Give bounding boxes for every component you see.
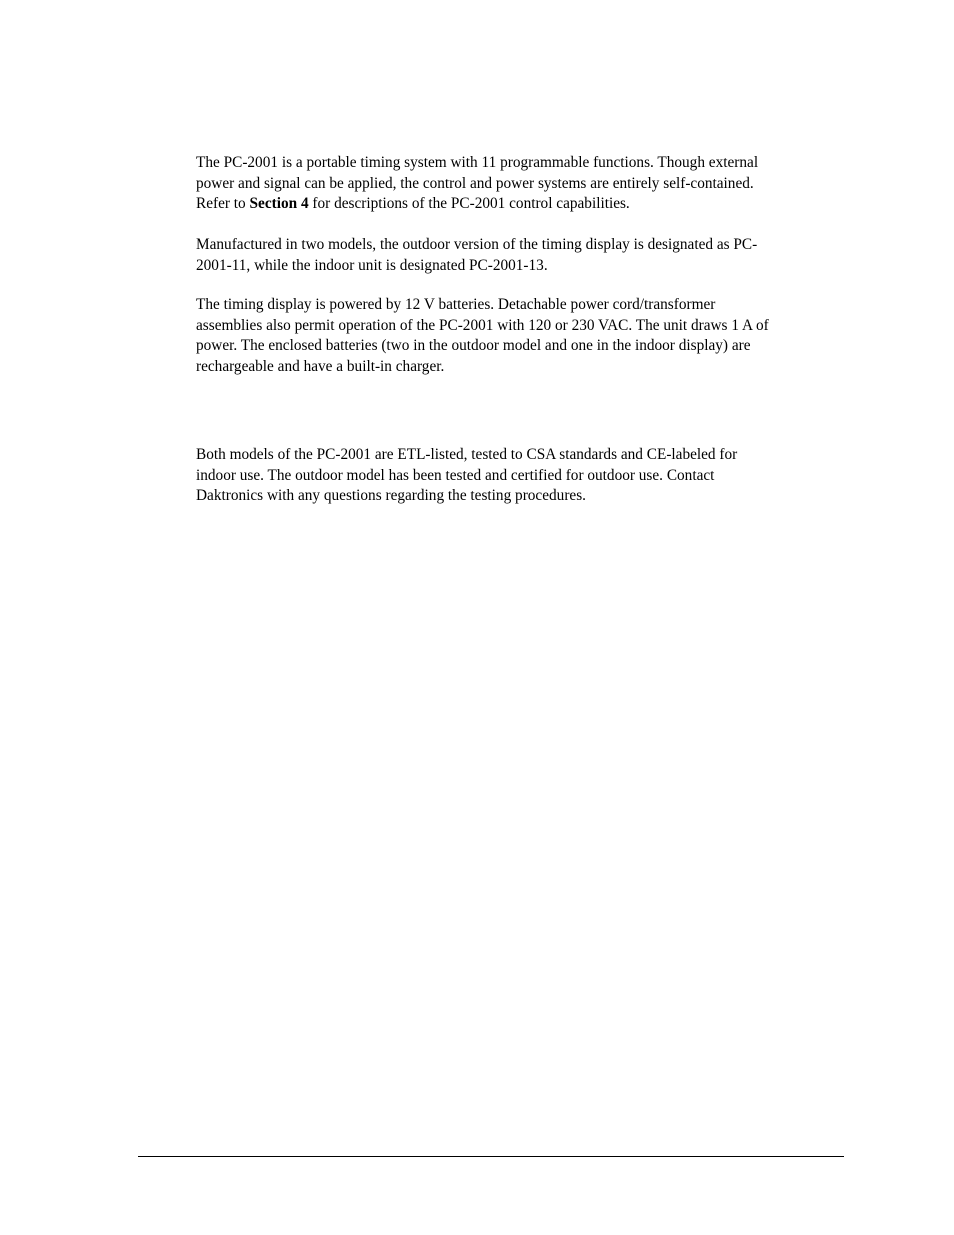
section-reference: Section 4	[249, 195, 309, 212]
text-line: power. The enclosed batteries (two in the outdoor model and one in the indoor display) are	[196, 337, 751, 354]
text-line: 2001-11, while the indoor unit is designated PC-2001-13.	[196, 256, 548, 274]
paragraph-models	[196, 235, 836, 276]
text-line: rechargeable and have a built-in charger.	[196, 357, 445, 375]
text-line	[196, 194, 836, 215]
text-line: Both models of the PC-2001 are ETL-listed, tested to CSA standards and CE-labeled for	[196, 446, 738, 463]
text-line: Daktronics with any questions regarding the testing procedures.	[196, 487, 586, 504]
text-line: assemblies also permit operation of the PC-2001 with 120 or 230 VAC. The unit draws 1 A of	[196, 316, 769, 334]
footer-divider	[138, 1156, 844, 1157]
text-line: indoor use. The outdoor model has been tested and certified for outdoor use. Contact	[196, 466, 715, 484]
text-line: The timing display is powered by 12 V batteries. Detachable power cord/transformer	[196, 296, 716, 313]
text-run: for descriptions of the PC-2001 control capabilities.	[308, 195, 630, 212]
paragraph-certification	[196, 445, 836, 507]
paragraph-power	[196, 295, 836, 377]
text-line: power and signal can be applied, the control and power systems are entirely self-contained.	[196, 174, 754, 192]
text-line: Manufactured in two models, the outdoor version of the timing display is designated as PC-	[196, 236, 758, 253]
text-line: The PC-2001 is a portable timing system with 11 programmable functions. Though external	[196, 154, 759, 171]
paragraph-overview	[196, 153, 836, 215]
text-run: Refer to	[196, 195, 250, 212]
